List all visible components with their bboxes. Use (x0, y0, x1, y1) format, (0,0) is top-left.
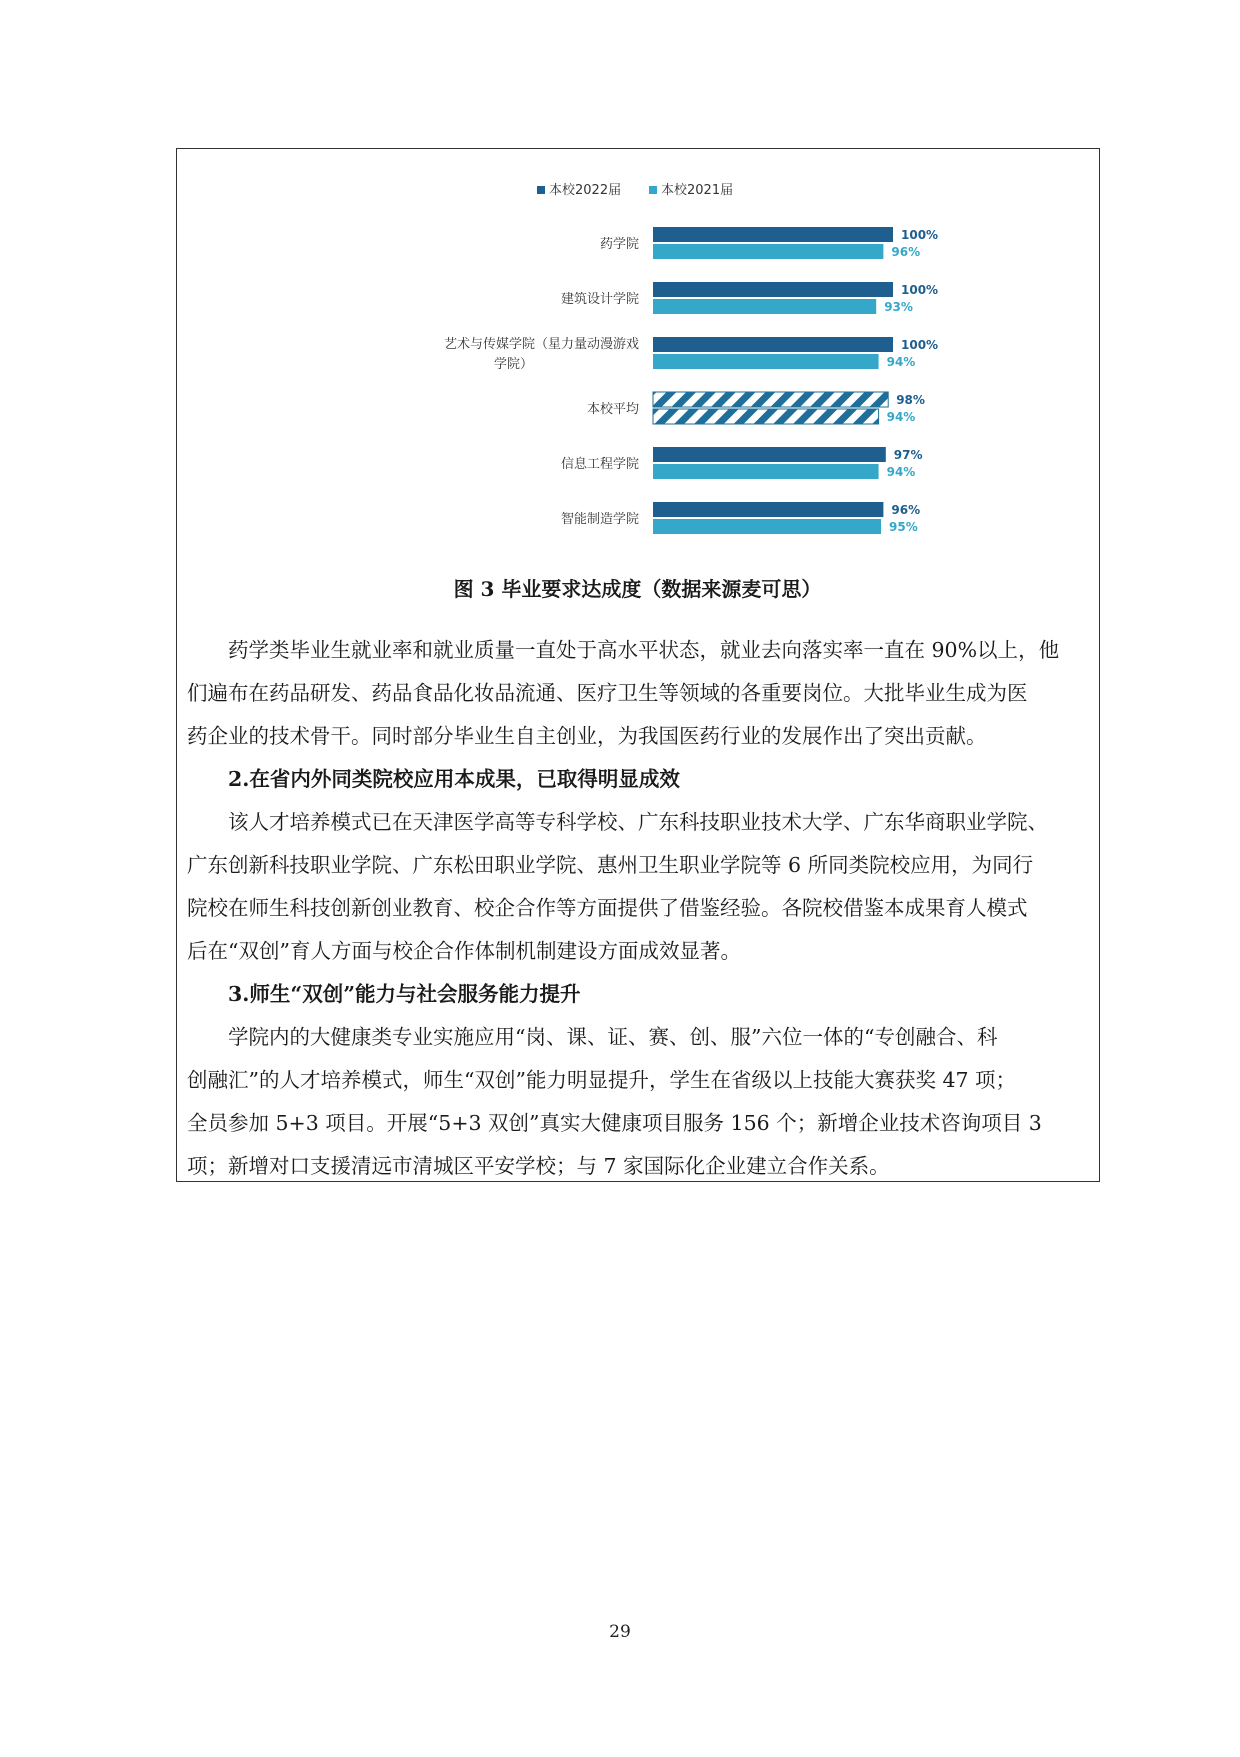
text-line: 们遍布在药品研发、药品食品化妆品流通、医疗卫生等领域的各重要岗位。大批毕业生成为医 (187, 681, 1028, 705)
data-label: 93% (884, 300, 913, 314)
data-label: 96% (891, 503, 921, 517)
bar-2022 (653, 227, 893, 242)
data-label: 98% (896, 393, 925, 407)
bar-2022 (653, 282, 893, 297)
text-line: 药学类毕业生就业率和就业质量一直处于高水平状态，就业去向落实率一直在 90%以上，他 (228, 638, 1060, 662)
bar-2021 (653, 464, 879, 479)
bar-2022 (653, 447, 886, 462)
legend-label: 本校2021届 (661, 183, 734, 198)
section-heading-2: 2.在省内外同类院校应用本成果，已取得明显成效 (228, 767, 680, 791)
data-label: 100% (901, 228, 939, 242)
category-label: 信息工程学院 (560, 457, 639, 472)
data-label: 95% (889, 520, 918, 534)
text-line: 全员参加 5+3 项目。开展“5+3 双创”真实大健康项目服务 156 个；新增企业技术咨询项目 3 (187, 1111, 1042, 1135)
data-label: 100% (901, 338, 939, 352)
data-label: 94% (886, 410, 916, 424)
data-label: 100% (901, 283, 939, 297)
bar-2021 (653, 244, 883, 259)
figure-caption: 图 3 毕业要求达成度（数据来源麦可思） (453, 577, 822, 601)
data-label: 94% (886, 355, 916, 369)
content-frame (176, 148, 1100, 1182)
legend-swatch (537, 186, 545, 194)
text-line: 学院内的大健康类专业实施应用“岗、课、证、赛、创、服”六位一体的“专创融合、科 (228, 1025, 998, 1049)
value-labels (884, 228, 938, 534)
bars (653, 227, 893, 534)
text-line: 创融汇”的人才培养模式，师生“双创”能力明显提升，学生在省级以上技能大赛获奖 47 项； (187, 1068, 1017, 1092)
data-label: 94% (886, 465, 916, 479)
legend-label: 本校2022届 (549, 183, 622, 198)
bar-2022 (653, 502, 883, 517)
bar-2022 (653, 337, 893, 352)
text-line: 后在“双创”育人方面与校企合作体制机制建设方面成效显著。 (187, 939, 741, 963)
chart-area (177, 149, 1098, 709)
category-label: 学院） (493, 357, 533, 372)
category-label: 建筑设计学院 (560, 292, 639, 307)
bar-2021 (653, 519, 881, 534)
bar-2022 (653, 392, 888, 407)
text-line: 该人才培养模式已在天津医学高等专科学校、广东科技职业技术大学、广东华商职业学院、 (228, 810, 1048, 834)
bar-2021 (653, 299, 876, 314)
text-line: 广东创新科技职业学院、广东松田职业学院、惠州卫生职业学院等 6 所同类院校应用，为同行 (187, 853, 1034, 877)
paragraph-employment (187, 629, 1092, 1188)
bar-chart (177, 149, 1098, 569)
legend-swatch (649, 186, 657, 194)
category-label: 本校平均 (586, 402, 639, 417)
section-heading-3: 3.师生“双创”能力与社会服务能力提升 (228, 982, 581, 1006)
bar-2021 (653, 409, 879, 424)
bar-2021 (653, 354, 879, 369)
category-label: 智能制造学院 (560, 512, 639, 527)
text-line: 项；新增对口支援清远市清城区平安学校；与 7 家国际化企业建立合作关系。 (187, 1154, 890, 1178)
data-label: 96% (891, 245, 921, 259)
text-line: 药企业的技术骨干。同时部分毕业生自主创业，为我国医药行业的发展作出了突出贡献。 (187, 724, 987, 748)
category-labels (444, 237, 639, 527)
chart-legend (537, 182, 733, 198)
text-line: 院校在师生科技创新创业教育、校企合作等方面提供了借鉴经验。各院校借鉴本成果育人模式 (187, 896, 1028, 920)
page-number: 29 (609, 1622, 631, 1642)
category-label: 药学院 (599, 237, 639, 252)
data-label: 97% (893, 448, 923, 462)
category-label: 艺术与传媒学院（星力量动漫游戏 (443, 337, 639, 352)
